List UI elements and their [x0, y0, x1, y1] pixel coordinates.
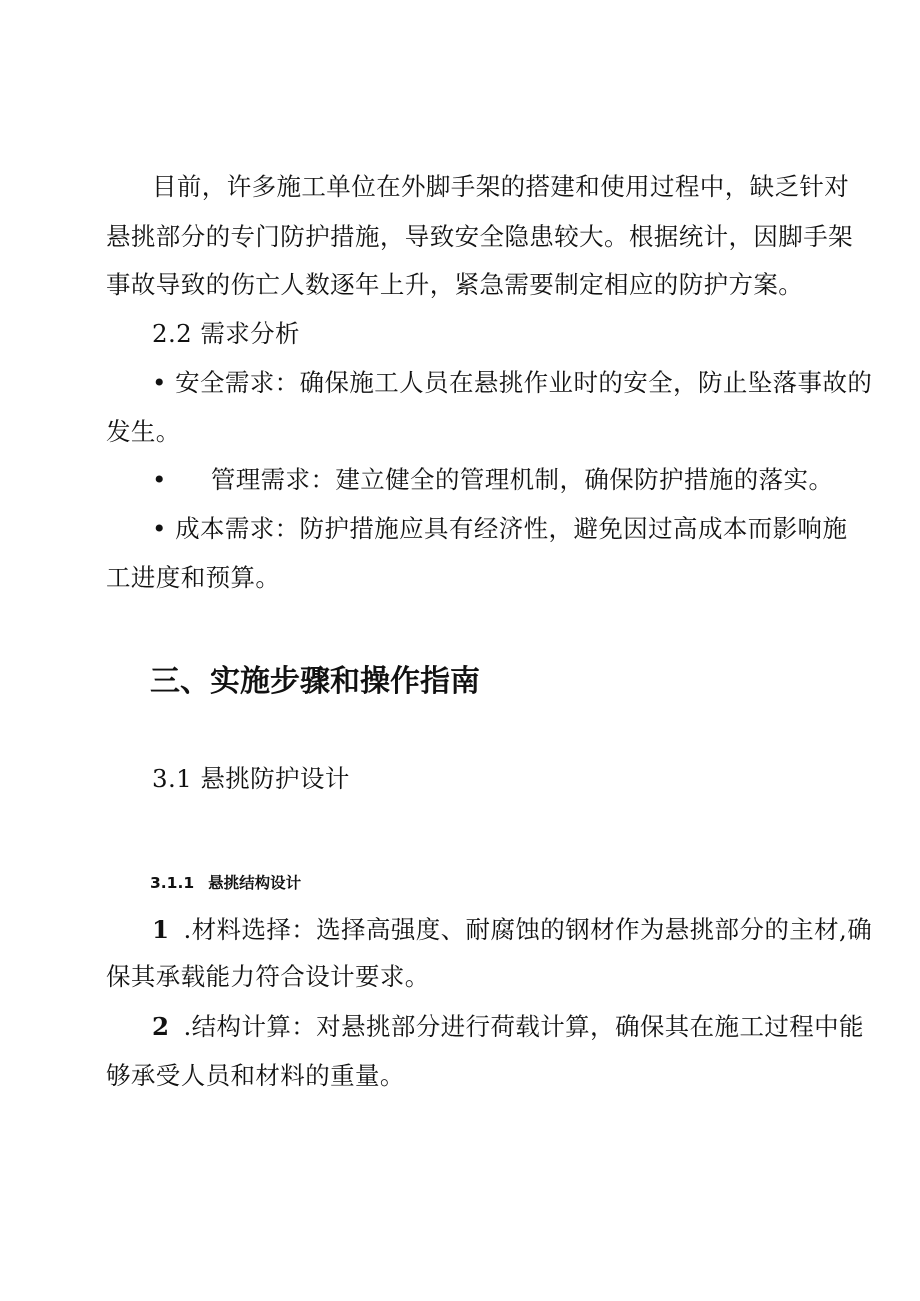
paragraph-background-line-1: 目前，许多施工单位在外脚手架的搭建和使用过程中，缺乏针对 — [152, 172, 850, 201]
section-3-1-title: 3.1 悬挑防护设计 — [152, 764, 350, 793]
section-2-2-title: 2.2 需求分析 — [152, 319, 300, 348]
list-item-number: 2 — [152, 1012, 170, 1041]
list-item-text: .结构计算：对悬挑部分进行荷载计算，确保其在施工过程中能 — [183, 1012, 864, 1041]
bullet-icon: • — [152, 368, 167, 397]
list-item-text: .材料选择：选择高强度、耐腐蚀的钢材作为悬挑部分的主材,确 — [183, 915, 873, 944]
subsection-number: 3.1.1 — [150, 874, 195, 892]
safety-need-line-1 — [152, 368, 872, 398]
list-item-1-line-1 — [152, 915, 872, 945]
bullet-icon: • — [152, 465, 167, 494]
cost-need-line-2: 工进度和预算。 — [106, 563, 281, 592]
management-need-text: 管理需求：建立健全的管理机制，确保防护措施的落实。 — [210, 465, 834, 494]
cost-need-line-1 — [152, 514, 847, 544]
list-item-2-line-2: 够承受人员和材料的重量。 — [106, 1061, 405, 1090]
safety-need-line-2: 发生。 — [106, 417, 181, 446]
management-need-line — [152, 465, 833, 495]
list-item-1-line-2: 保其承载能力符合设计要求。 — [106, 962, 430, 991]
list-item-2-line-1 — [152, 1012, 864, 1042]
chapter-3-heading: 三、实施步骤和操作指南 — [150, 664, 480, 699]
safety-need-text-1: 安全需求：确保施工人员在悬挑作业时的安全，防止坠落事故的 — [175, 368, 873, 397]
subsection-3-1-1-heading — [150, 873, 301, 893]
list-item-number: 1 — [152, 915, 170, 944]
subsection-title: 悬挑结构设计 — [208, 874, 302, 892]
cost-need-text-1: 成本需求：防护措施应具有经济性，避免因过高成本而影响施 — [175, 514, 848, 543]
bullet-icon: • — [152, 514, 167, 543]
paragraph-background-line-3: 事故导致的伤亡人数逐年上升，紧急需要制定相应的防护方案。 — [106, 270, 804, 299]
paragraph-background-line-2: 悬挑部分的专门防护措施，导致安全隐患较大。根据统计，因脚手架 — [106, 222, 853, 251]
